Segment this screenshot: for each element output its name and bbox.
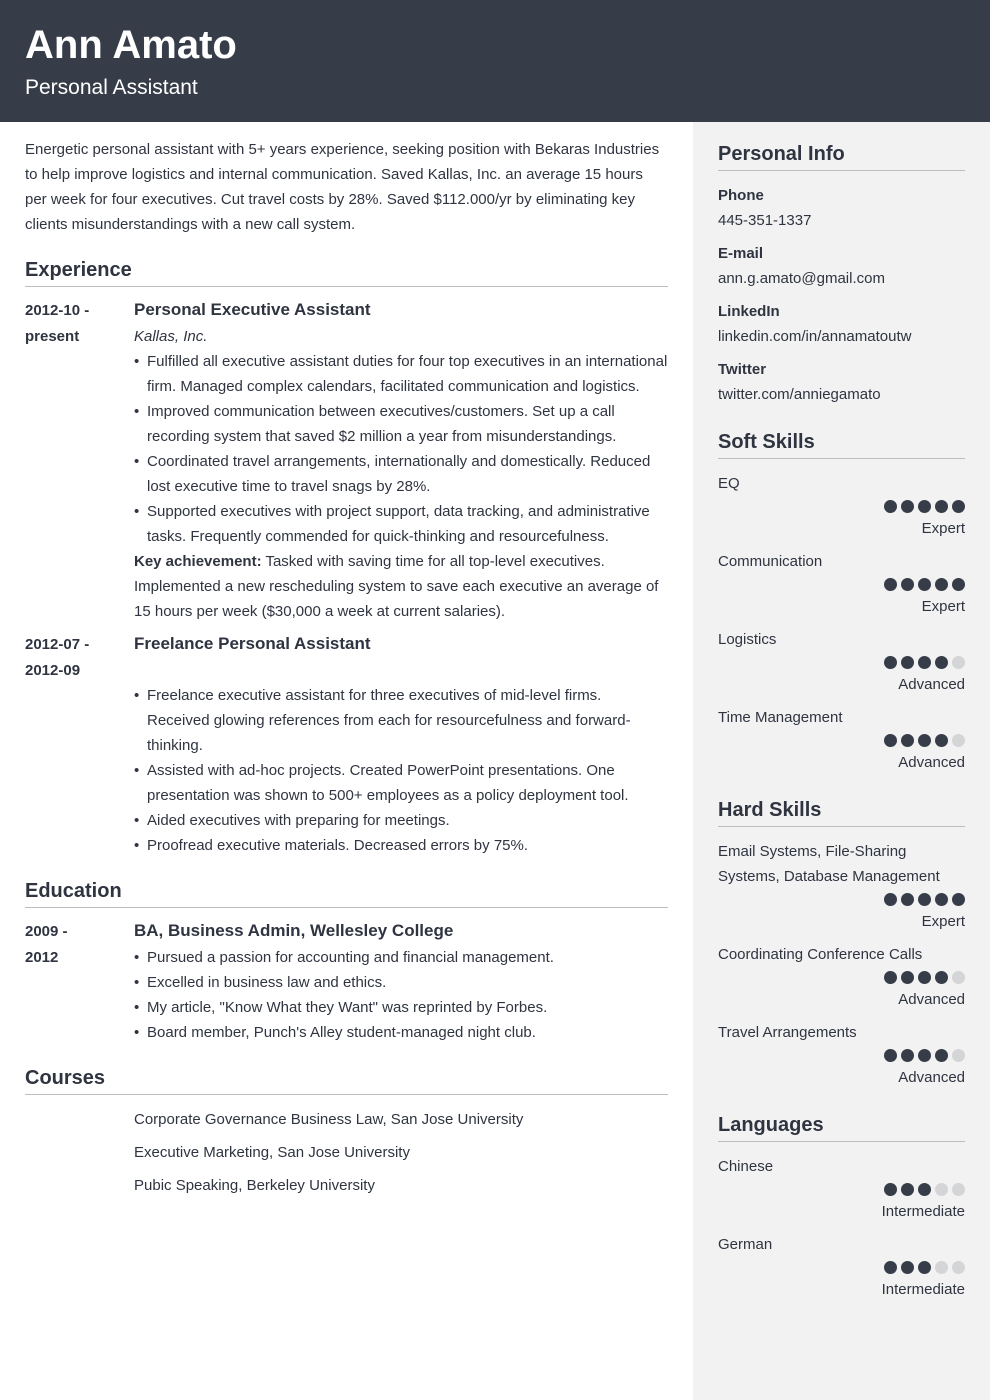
rating-dot-empty	[952, 971, 965, 984]
rating-dot-filled	[918, 578, 931, 591]
skill-name: Communication	[718, 553, 823, 570]
phone-value[interactable]: 445-351-1337	[718, 212, 812, 229]
personal-info-section	[718, 141, 965, 407]
rating-dot-filled	[901, 500, 914, 513]
skill-rating	[718, 734, 965, 748]
bullet-item: • Fulfilled all executive assistant duties for four top executives in an international firm. Managed complex calendars, facilitated communication and logistics.	[134, 349, 668, 399]
skill-level: Advanced	[898, 1069, 965, 1086]
skill-item	[718, 627, 965, 697]
language-level: Intermediate	[881, 1203, 965, 1220]
rating-dot-filled	[935, 893, 948, 906]
rating-dot-filled	[952, 578, 965, 591]
main-column	[25, 137, 668, 1206]
bullet-item: • Board member, Punch's Alley student-managed night club.	[134, 1020, 668, 1045]
rating-dot-filled	[918, 1049, 931, 1062]
bullet-item: • Coordinated travel arrangements, internationally and domestically. Reduced lost executive time to travel snags by 28%.	[134, 449, 668, 499]
entry-company: Kallas, Inc.	[134, 328, 208, 345]
course-item: Executive Marketing, San Jose University	[134, 1144, 410, 1161]
candidate-title: Personal Assistant	[25, 76, 198, 99]
rating-dot-filled	[901, 1049, 914, 1062]
rating-dot-empty	[952, 1183, 965, 1196]
rating-dot-filled	[952, 893, 965, 906]
entry-company	[134, 658, 668, 683]
entry-date-end: present	[25, 328, 80, 345]
sidebar	[693, 122, 990, 1400]
entry-role: Freelance Personal Assistant	[134, 634, 371, 653]
rating-dot-filled	[884, 500, 897, 513]
language-name: Chinese	[718, 1158, 774, 1175]
entry-body	[134, 298, 668, 624]
entry-date-end: 2012-09	[25, 662, 81, 679]
education-degree: BA, Business Admin, Wellesley College	[134, 921, 454, 940]
languages-section	[718, 1112, 965, 1302]
entry-date-start: 2012-07 -	[25, 636, 90, 653]
skill-level: Expert	[921, 598, 965, 615]
entry-body	[134, 632, 668, 858]
language-rating	[718, 1261, 965, 1275]
candidate-name: Ann Amato	[25, 23, 237, 67]
phone-label: Phone	[718, 187, 764, 204]
rating-dot-filled	[918, 500, 931, 513]
entry-date-start: 2012-10 -	[25, 302, 90, 319]
entry-date	[25, 298, 134, 624]
rating-dot-filled	[935, 578, 948, 591]
linkedin-label: LinkedIn	[718, 303, 780, 320]
rating-dot-filled	[918, 656, 931, 669]
rating-dot-empty	[935, 1261, 948, 1274]
rating-dot-filled	[884, 893, 897, 906]
email-label: E-mail	[718, 245, 764, 262]
skill-level: Expert	[921, 520, 965, 537]
rating-dot-empty	[952, 1261, 965, 1274]
entry-bullets	[134, 945, 668, 1045]
entry-role: Personal Executive Assistant	[134, 300, 371, 319]
skill-rating	[718, 893, 965, 907]
rating-dot-filled	[901, 893, 914, 906]
entry-date-start: 2009 -	[25, 923, 68, 940]
skill-level: Expert	[921, 913, 965, 930]
rating-dot-filled	[901, 734, 914, 747]
rating-dot-filled	[918, 1183, 931, 1196]
rating-dot-filled	[935, 500, 948, 513]
skill-item	[718, 471, 965, 541]
skill-rating	[718, 656, 965, 670]
soft-skills-section	[718, 429, 965, 775]
experience-entry	[25, 298, 668, 624]
resume-header	[0, 0, 990, 122]
bullet-item: • Freelance executive assistant for three executives of mid-level firms. Received glowing references from each for resourcefulness and forward-thinking.	[134, 683, 668, 758]
skill-rating	[718, 578, 965, 592]
bullet-item: • Assisted with ad-hoc projects. Created PowerPoint presentations. One presentation was shown to 500+ employees as a policy deployment tool.	[134, 758, 668, 808]
skill-name: Email Systems, File-Sharing Systems, Database Management	[718, 843, 940, 885]
summary: Energetic personal assistant with 5+ years experience, seeking position with Bekaras Industries to help improve logistics and internal communication. Saved Kallas, Inc. an average 15 hours per week for four executives. Cut travel costs by 28%. Saved $112.000/yr by eliminating key clients misunderstandings with a new call system.	[25, 141, 660, 233]
personal-info-heading: Personal Info	[718, 141, 965, 171]
skill-item	[718, 549, 965, 619]
bullet-item: • My article, "Know What they Want" was reprinted by Forbes.	[134, 995, 668, 1020]
rating-dot-empty	[952, 656, 965, 669]
skill-name: Coordinating Conference Calls	[718, 946, 923, 963]
key-achievement-text: Tasked with saving time for all top-level executives. Implemented a new rescheduling system to save each executive an average of 15 hours per week ($30,000 a week at current salaries).	[134, 553, 659, 620]
rating-dot-filled	[901, 1261, 914, 1274]
entry-date	[25, 919, 134, 1045]
bullet-item: • Aided executives with preparing for meetings.	[134, 808, 668, 833]
rating-dot-filled	[884, 1261, 897, 1274]
email-value[interactable]: ann.g.amato@gmail.com	[718, 270, 885, 287]
rating-dot-filled	[952, 500, 965, 513]
skill-item	[718, 839, 965, 934]
rating-dot-empty	[952, 734, 965, 747]
twitter-value[interactable]: twitter.com/anniegamato	[718, 386, 881, 403]
courses-heading: Courses	[25, 1065, 668, 1095]
bullet-item: • Supported executives with project support, data tracking, and administrative tasks. Frequently commended for quick-thinking and resourcefulness.	[134, 499, 668, 549]
rating-dot-filled	[918, 1261, 931, 1274]
twitter-label: Twitter	[718, 361, 767, 378]
bullet-item: • Improved communication between executives/customers. Set up a call recording system that saved $2 million a year from misunderstandings.	[134, 399, 668, 449]
rating-dot-empty	[935, 1183, 948, 1196]
experience-heading: Experience	[25, 257, 668, 287]
rating-dot-filled	[918, 893, 931, 906]
skill-level: Advanced	[898, 754, 965, 771]
entry-date-end: 2012	[25, 949, 59, 966]
rating-dot-filled	[935, 656, 948, 669]
skill-item	[718, 1020, 965, 1090]
rating-dot-filled	[935, 734, 948, 747]
language-item	[718, 1232, 965, 1302]
rating-dot-filled	[918, 971, 931, 984]
bullet-item: • Excelled in business law and ethics.	[134, 970, 668, 995]
education-heading: Education	[25, 878, 668, 908]
rating-dot-filled	[901, 1183, 914, 1196]
course-item: Corporate Governance Business Law, San Jose University	[134, 1111, 524, 1128]
key-achievement-label: Key achievement:	[134, 553, 262, 570]
entry-bullets	[134, 683, 668, 858]
rating-dot-filled	[901, 656, 914, 669]
entry-bullets	[134, 349, 668, 549]
skill-item	[718, 705, 965, 775]
skill-rating	[718, 500, 965, 514]
language-item	[718, 1154, 965, 1224]
rating-dot-filled	[901, 971, 914, 984]
rating-dot-filled	[884, 1049, 897, 1062]
skill-name: Travel Arrangements	[718, 1024, 857, 1041]
rating-dot-filled	[884, 578, 897, 591]
soft-skills-heading: Soft Skills	[718, 429, 965, 459]
entry-body	[134, 919, 668, 1045]
rating-dot-empty	[952, 1049, 965, 1062]
languages-heading: Languages	[718, 1112, 965, 1142]
skill-item	[718, 942, 965, 1012]
bullet-item: • Pursued a passion for accounting and financial management.	[134, 945, 668, 970]
skill-rating	[718, 971, 965, 985]
rating-dot-filled	[884, 971, 897, 984]
skill-name: Time Management	[718, 709, 843, 726]
rating-dot-filled	[935, 1049, 948, 1062]
rating-dot-filled	[935, 971, 948, 984]
skill-name: Logistics	[718, 631, 777, 648]
experience-entry	[25, 632, 668, 858]
course-item: Pubic Speaking, Berkeley University	[134, 1177, 375, 1194]
entry-date	[25, 632, 134, 858]
rating-dot-filled	[884, 1183, 897, 1196]
key-achievement	[134, 549, 668, 624]
language-name: German	[718, 1236, 773, 1253]
rating-dot-filled	[884, 656, 897, 669]
skill-level: Advanced	[898, 991, 965, 1008]
bullet-item: • Proofread executive materials. Decreased errors by 75%.	[134, 833, 668, 858]
rating-dot-filled	[884, 734, 897, 747]
linkedin-value[interactable]: linkedin.com/in/annamatoutw	[718, 328, 912, 345]
skill-rating	[718, 1049, 965, 1063]
hard-skills-section	[718, 797, 965, 1090]
education-entry	[25, 919, 668, 1045]
hard-skills-heading: Hard Skills	[718, 797, 965, 827]
rating-dot-filled	[918, 734, 931, 747]
skill-name: EQ	[718, 475, 740, 492]
rating-dot-filled	[901, 578, 914, 591]
language-rating	[718, 1183, 965, 1197]
skill-level: Advanced	[898, 676, 965, 693]
language-level: Intermediate	[881, 1281, 965, 1298]
